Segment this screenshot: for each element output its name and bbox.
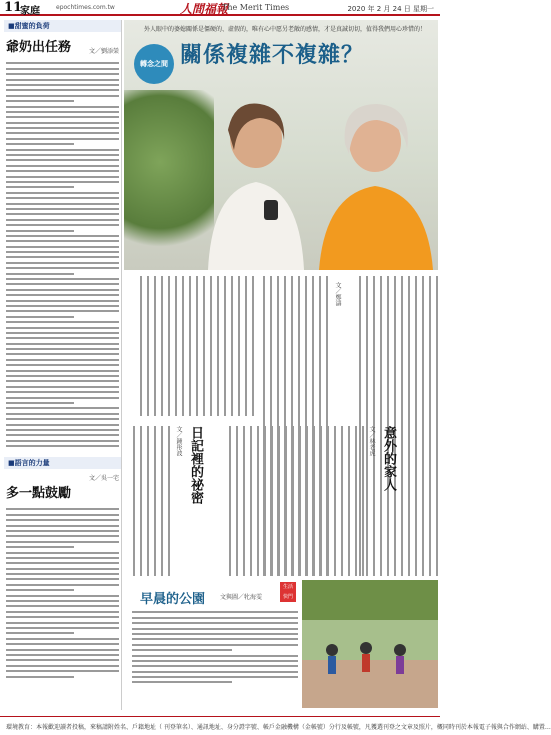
- section-label-power-of-words: ■語言的力量: [4, 457, 121, 469]
- article-body-family: [214, 426, 364, 576]
- newspaper-logo-en: The Merit Times: [222, 3, 290, 12]
- article-body-grandparents: [4, 57, 121, 457]
- feature-banner: [124, 20, 438, 270]
- left-column: [4, 20, 122, 710]
- article-title: 爺奶出任務: [6, 40, 72, 55]
- article-title: 意外的家人: [381, 426, 396, 491]
- article-title: 多一點鼓勵: [6, 486, 72, 501]
- issue-date: 2020 年 2 月 24 日 星期一: [347, 5, 434, 13]
- site-url[interactable]: epochtimes.com.tw: [56, 4, 115, 11]
- article-header-grandparents: [4, 32, 121, 57]
- woman-white-shirt-photo: [194, 90, 314, 270]
- life-snapshot-badge: 生活 快門: [280, 582, 296, 602]
- article-header-encouragement: [4, 469, 121, 503]
- section-name: 家庭: [20, 6, 40, 17]
- article-byline: 文／林老虎: [368, 426, 375, 456]
- woman-orange-shirt-photo: [309, 90, 439, 270]
- morning-park-article: [124, 580, 438, 708]
- banner-caption: 外人眼中的婆媳關係是僵硬的、虛假的，唯有心中愿另老敞的感情，才是真誠切切，值得我們用心珍惜的！: [144, 26, 427, 33]
- newspaper-logo: 人間福報: [180, 2, 229, 16]
- feature-body-upper-left: [124, 276, 254, 416]
- page-number: 11: [4, 0, 23, 15]
- article-body-encouragement: [4, 503, 121, 723]
- section-label-sweet-burden: ■甜蜜的負荷: [4, 20, 121, 32]
- submission-footer: 環境教育：本報歡迎讀者投稿，來稿請附姓名、戶籍地址（ 刊登筆名）、通訊地址、身分證字號、帳戶金融機構（金帳號）分行及帳號，凡獲選刊登之文章及照片，概同時刊於本報電子報與合作網站、購置…: [0, 716, 440, 735]
- article-byline: 文／劉添榮: [88, 48, 119, 55]
- park-exercise-photo: [302, 580, 438, 708]
- article-title: 早晨的公園: [140, 592, 206, 607]
- article-title: 日記裡的祕密: [188, 426, 203, 504]
- article-byline: 文／吳一宅: [88, 475, 119, 482]
- article-body-park: [132, 608, 298, 687]
- masthead: [0, 0, 440, 16]
- article-byline: 文／鍾彤波: [175, 426, 182, 456]
- article-byline: 文／鄭濤: [334, 282, 341, 306]
- article-byline: 文與圖／牝海雯: [220, 594, 263, 601]
- feature-headline: 關係複雜不複雜？: [180, 42, 365, 68]
- column-tag-badge: 轉念之間: [134, 44, 174, 84]
- article-body-diary: [124, 426, 170, 576]
- vertical-articles: [124, 276, 438, 576]
